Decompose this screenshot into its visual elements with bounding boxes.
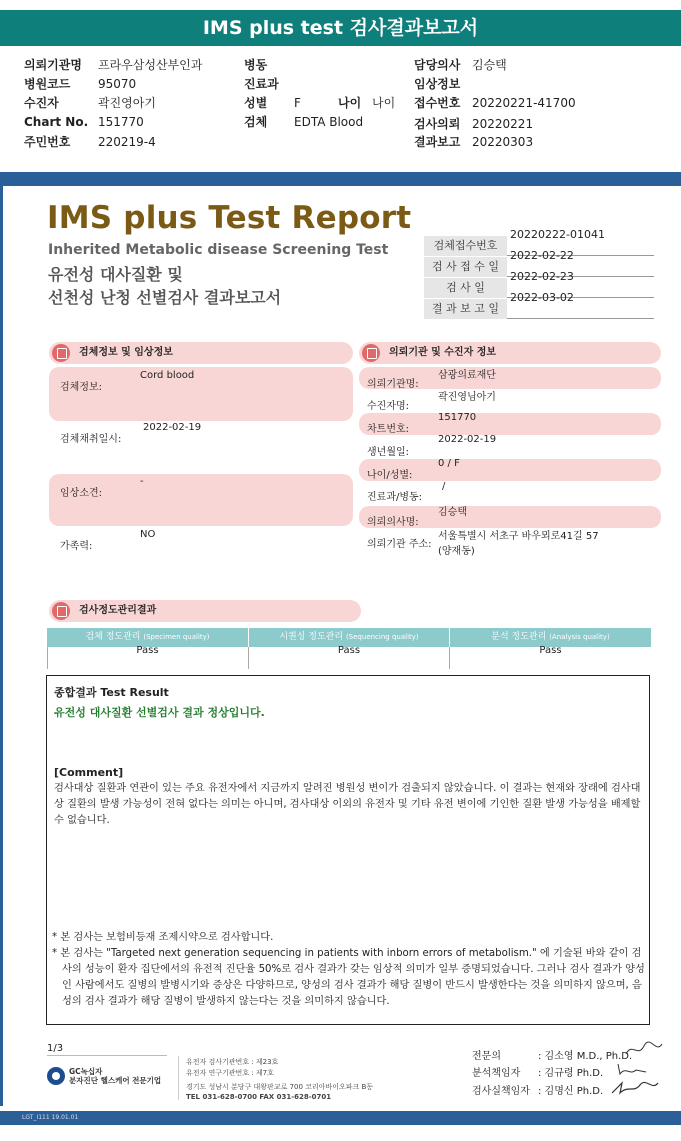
building-icon: [362, 344, 380, 362]
qc-column-header: 시퀀싱 정도관리 (Sequencing quality): [249, 628, 449, 647]
specimen-info-label: 검체정보:: [60, 382, 103, 393]
signer-row: 전문의 : 김소영 M.D., Ph.D.: [472, 1051, 633, 1062]
date-row: 검 사 일 2022-02-23: [424, 278, 654, 298]
info-request-date: 검사의뢰 20220221: [414, 117, 534, 131]
info-ward: 병동: [244, 58, 268, 72]
comment-text: 검사대상 질환과 연관이 있는 주요 유전자에서 지금까지 알려진 병원성 변이가 검출되지 않았습니다. 이 결과는 현재와 장래에 검사대상 질환의 발생 가능성이 전혀 없다는 의미는 아니며, 검사대상 이외의 유전자 및 기타 유전 변이에 기인한 질환 발생 가능성을 배제할 수 없습니다.: [54, 783, 641, 826]
req-doctor-label: 의뢰의사명:: [367, 517, 419, 528]
req-institution-value: 삼광의료재단: [438, 370, 496, 381]
clipboard-icon: [52, 344, 70, 362]
result-summary: 유전성 대사질환 선별검사 결과 정상입니다.: [54, 706, 265, 719]
req-patient-value: 곽진영님아기: [438, 392, 496, 403]
notes: [52, 930, 646, 1010]
req-dept-value: /: [442, 481, 446, 492]
info-doctor: 담당의사 김승택: [414, 58, 507, 72]
info-report-date: 결과보고 20220303: [414, 135, 534, 149]
info-department: 진료과: [244, 77, 279, 91]
qc-divider: [248, 647, 249, 669]
checklist-icon: [52, 602, 70, 620]
result-title: 종합결과 Test Result: [54, 686, 169, 699]
req-address-line1: 서울특별시 서초구 바우뫼로41길 57: [438, 531, 599, 542]
req-chart-label: 차트번호:: [367, 424, 410, 435]
info-institution: 의뢰기관명 프라우삼성산부인과: [24, 58, 203, 72]
specimen-info-bg: [49, 367, 353, 421]
signature-1: [622, 1040, 666, 1060]
collection-value: 2022-02-19: [143, 422, 202, 433]
qc-section-header: 검사정도관리결과: [49, 600, 361, 622]
info-specimen: 검체 EDTA Blood: [244, 115, 364, 129]
company-logo-icon: [47, 1067, 65, 1085]
footer-info-line: 유전자 연구기관번호 : 제7호: [186, 1069, 274, 1077]
collection-label: 검체채취일시:: [60, 434, 122, 445]
company-tagline: 분자진단 헬스케어 전문기업: [69, 1076, 162, 1085]
page-number: 1/3: [47, 1043, 64, 1054]
clinical-label: 임상소견:: [60, 488, 103, 499]
doc-code-bar: LGT_I111 19.01.01: [0, 1111, 681, 1125]
qc-column-header: 분석 정도관리 (Analysis quality): [450, 628, 651, 647]
company-name: GC녹십자: [69, 1067, 103, 1076]
report-title: IMS plus Test Report: [47, 200, 412, 236]
report-subtitle-en: Inherited Metabolic disease Screening Test: [48, 242, 389, 258]
info-clinical: 임상정보: [414, 77, 461, 91]
qc-value: Pass: [136, 645, 159, 656]
qc-value: Pass: [539, 645, 562, 656]
info-age: 나이 나이: [338, 96, 396, 110]
info-chart-no: Chart No. 151770: [24, 115, 144, 129]
footer-info-line: 유전자 검사기관번호 : 제23호: [186, 1058, 279, 1066]
specimen-info-value: Cord blood: [140, 370, 195, 381]
info-patient: 수진자 곽진영아기: [24, 96, 156, 110]
signer-row: 분석책임자 : 김규령 Ph.D.: [472, 1068, 604, 1079]
signature-2: [612, 1060, 652, 1078]
result-box: [46, 675, 650, 1025]
info-hospital-code: 병원코드 95070: [24, 77, 137, 91]
footer-vertical-divider: [178, 1056, 179, 1100]
req-birth-value: 2022-02-19: [438, 434, 497, 445]
qc-column-header: 검체 정도관리 (Specimen quality): [47, 628, 248, 647]
info-sex: 성별 F: [244, 96, 301, 110]
qc-divider: [449, 647, 450, 669]
date-row: 결 과 보 고 일 2022-03-02: [424, 299, 654, 319]
req-chart-value: 151770: [438, 412, 477, 423]
family-label: 가족력:: [60, 541, 93, 552]
divider-bar: [0, 172, 681, 186]
qc-divider: [47, 647, 48, 669]
note-reference: * 본 검사는 "Targeted next generation sequencing in patients with inborn errors of metabolism." 에 기술된 바와 같이 검사의 성능이 환자 집단에서의 유전적 진단율 50%로 검사 결과가 갖는 임상적 의미가 일부 증명되었습니다. 그러나 검사 결과가 양성인 사람에서도 질병의 발병시기와 증상은 다양하므로, 양성의 검사 결과가 해당 질병이 반드시 발생한다는 것을 의미하지 않으며, 음성의 검사 결과가 해당 질병이 발생하지 않는다는 것을 의미하지 않습니다.: [52, 948, 645, 1007]
req-institution-label: 의뢰기관명:: [367, 379, 419, 390]
footer-info-line: 경기도 성남시 분당구 대왕판교로 700 코리아바이오파크 B동: [186, 1083, 374, 1091]
report-header-title: IMS plus test 검사결과보고서: [0, 10, 681, 46]
signer-row: 검사실책임자 : 김명신 Ph.D.: [472, 1086, 604, 1097]
comment-heading: [Comment]: [54, 766, 124, 779]
req-agesex-label: 나이/성별:: [367, 470, 413, 481]
req-agesex-value: 0 / F: [438, 458, 460, 469]
clinical-value: -: [140, 476, 144, 487]
info-receipt-no: 접수번호 20220221-41700: [414, 96, 576, 110]
qc-value: Pass: [337, 645, 361, 656]
note-insurance: * 본 검사는 보험비등재 조제시약으로 검사합니다.: [52, 932, 274, 943]
date-row: 검체접수번호 20220222-01041: [424, 236, 654, 256]
footer-info-line: TEL 031-628-0700 FAX 031-628-0701: [186, 1093, 332, 1101]
footer-divider: [47, 1055, 167, 1056]
report-subtitle-kr-1: 유전성 대사질환 및: [48, 265, 183, 284]
page-edge-line: [0, 186, 3, 1106]
signature-3: [608, 1077, 662, 1097]
date-row: 검 사 접 수 일 2022-02-22: [424, 257, 654, 277]
info-resident-no: 주민번호 220219-4: [24, 135, 156, 149]
specimen-section-header: 검체정보 및 임상정보: [49, 342, 353, 364]
req-address-label: 의뢰기관 주소:: [367, 539, 432, 550]
family-value: NO: [140, 529, 156, 540]
req-address-line2: (양재동): [438, 546, 475, 557]
report-subtitle-kr-2: 선천성 난청 선별검사 결과보고서: [48, 288, 282, 307]
clinical-bg: [49, 474, 353, 526]
requester-section-header: 의뢰기관 및 수진자 정보: [359, 342, 661, 364]
req-doctor-value: 김승택: [438, 507, 467, 518]
req-dept-label: 진료과/병동:: [367, 492, 423, 503]
req-patient-label: 수진자명:: [367, 401, 410, 412]
req-birth-label: 생년월일:: [367, 447, 410, 458]
